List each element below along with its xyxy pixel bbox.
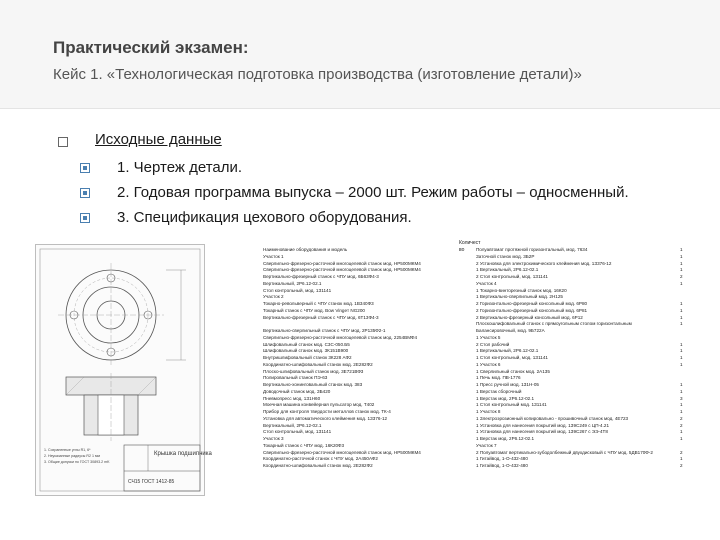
spec-cell: Сверлильно-фрезерно-расточной многоцелевой станок мод. 2254ВМФ4 [263, 334, 418, 340]
spec-cell [680, 369, 683, 376]
square-bullet-icon [80, 163, 90, 173]
spec-cell: Наименование оборудования и модель [263, 247, 348, 252]
spec-cell: 1 [680, 301, 683, 306]
spec-cell: Моечная машина конвейерная пульсатор мод. Т402 [263, 402, 375, 408]
spec-cell: Участок 1 [263, 253, 284, 259]
drawing-part-name: Крышка подшипника [154, 451, 212, 457]
square-bullet-icon [80, 188, 90, 198]
spec-cell: 1 Установка для нанесения покрытий мод. 1З9С267 с ЭЭ-4Т8 [476, 429, 608, 435]
spec-cell: Шлифовальный станок мод. 3К151В900 [263, 348, 349, 354]
spec-cell: 2 [680, 274, 683, 279]
spec-cell: 1 Вертикальный, 2Р6.12-02.1 [476, 267, 539, 273]
spec-cell [680, 328, 683, 335]
list-item [80, 209, 412, 226]
spec-cell: 3 [680, 395, 683, 401]
spec-cell: Участок 7 [476, 442, 497, 448]
spec-cell: Координатно-шлифовальный станок мод. 2Е282Ф2 [263, 361, 373, 367]
spec-cell: 1 Стол контрольный, мод. 1З1141 [476, 355, 548, 360]
drawing-material: СЧ15 ГОСТ 1412-85 [128, 479, 175, 485]
spec-cell: 1 Вертикальный, 2Р6.12-02.1 [476, 348, 539, 354]
list-item-text: 3. Спецификация цехового оборудования. [117, 209, 412, 226]
spec-cell: 1 Установка для нанесения покрытий мод. 1З9С249 с ЦП-4.21 [476, 422, 609, 428]
spec-cell: Участок 3 [263, 436, 284, 441]
spec-cell: 1 [680, 307, 683, 313]
spec-cell: 1 [680, 429, 683, 435]
spec-cell [680, 335, 683, 342]
spec-cell: 2 Полуавтомат вертикально-зубодолбежный двухдисковый с ЧПУ мод. 5ДВ170Ф-2 [476, 449, 653, 455]
spec-cell: Стол контрольный, мод. 1З1141 [263, 287, 332, 293]
spec-cell: Вертикально-хонинговальный станок мод. 383 [263, 382, 363, 387]
drawing-note: 3. Общие допуски по ГОСТ 30893.2 mK [44, 460, 110, 464]
spec-cell: Токарный станок с ЧПУ мод. Bow Vingeт NG200 [263, 307, 365, 313]
spec-cell: 1 Токарно-винторезный станок мод. 16К20 [476, 287, 567, 293]
part-drawing-svg [36, 245, 212, 495]
spec-cell: Сверлильно-фрезерно-расточной многоцелевой станок мод. HP500MКМ4 [263, 260, 421, 266]
list-item [80, 184, 629, 201]
spec-qty-column [680, 247, 683, 470]
spec-cell [680, 288, 683, 295]
spec-qty-header: Количество [459, 240, 481, 253]
spec-cell: Участок 2 [263, 294, 284, 300]
list-item-text: 1. Чертеж детали. [117, 159, 243, 176]
spec-cell: Вертикально-фрезерный станок с ЧПУ мод. 6Т13Ф4-3 [263, 314, 379, 320]
slide-title: Практический экзамен: [53, 38, 249, 57]
spec-cell: 1 [680, 402, 683, 408]
spec-cell: Внутришлифовальный станок 3К228 АФ2 [263, 355, 352, 360]
spec-cell: 1 [680, 314, 683, 320]
spec-cell: Вертикальный, 2Р6.12-02.1 [263, 422, 322, 428]
spec-cell: 1 Гитайвод, 1-О-432-480 [476, 463, 528, 468]
spec-cell: Координатно-расточной станок с ЧПУ мод. 2А450АФ2 [263, 456, 378, 462]
spec-cell: Координатно-шлифовальный станок мод. 2Е282Ф2 [263, 463, 373, 468]
spec-cell: Токарно-револьверный с ЧПУ станок мод. 1В340Ф3 [263, 301, 374, 306]
spec-cell: Вертикально-фрезерный станок с ЧПУ мод. 6Б63Ф4-3 [263, 274, 379, 279]
spec-cell: Полуавтомат протяжной горизонтальный, мод. 7634 [476, 247, 588, 252]
spec-cell [680, 294, 683, 301]
list-item [80, 159, 242, 176]
spec-cell: Пневмопресс мод. 1З1Н60 [263, 395, 321, 401]
spec-cell: 2 [680, 415, 683, 421]
spec-cell: Вертикальный, 2Р6.12-02.1 [263, 280, 322, 286]
spec-cell: 1 [680, 247, 683, 252]
spec-cell: Токарный станок с ЧПУ мод. 16К20Ф3 [263, 442, 345, 448]
spec-cell: 1 [680, 436, 683, 441]
spec-cell: Заточной станок мод. 3Б2Р [476, 253, 535, 259]
spec-cell: 1 Участок 8 [476, 409, 501, 414]
spec-cell: Сверлильно-фрезерно-расточной многоцелевой станок мод. HP500MКМ4 [263, 267, 421, 273]
spec-cell: 1 [680, 280, 683, 286]
spec-cell: 1 [680, 348, 683, 354]
spec-cell: 1 Участок 6 [476, 361, 501, 367]
spec-cell: 2 Горизонтально-фрезерный консольный мод. 6Р81 [476, 307, 588, 313]
spec-cell: 1 [680, 456, 683, 462]
drawing-note: 1. Сохраненные углы R1, 6* [44, 448, 91, 452]
spec-cell: 1 [680, 260, 683, 266]
spec-cell: Плоскошлифовальный станок с прямоугольным столом горизонтальным [476, 321, 632, 327]
spec-cell: 1 Вертикально-сверлильный мод. 2Н125 [476, 294, 563, 300]
spec-cell: 2 [680, 449, 683, 455]
spec-cell: 1 Участок 5 [476, 334, 501, 340]
spec-cell: 1 Стол контрольный мод. 1З1141 [476, 402, 547, 408]
spec-cell: Установка для автоматического клеймения мод. 1З376-12 [263, 415, 388, 421]
spec-cell: Полировальный станок ПЭ-63 [263, 375, 328, 381]
spec-cell: 2 Стол рабочий [476, 341, 510, 347]
spec-cell: Доводочный станок мод. ЗБ420 [263, 388, 331, 394]
spec-cell [680, 443, 683, 450]
spec-cell: 1 [680, 253, 683, 259]
spec-cell: 1 Верстак мод. 2Р6.12-02.1 [476, 395, 535, 401]
spec-cell: Вертикально-сверлильный станок с ЧПУ мод. 2Р135Ф2-1 [263, 328, 386, 333]
spec-cell: 1 [680, 267, 683, 273]
spec-cell: 2 Горизонтально-фрезерный консольный мод. 6Р80 [476, 301, 588, 306]
spec-cell: Сверлильно-фрезерно-расточной многоцелевой станок мод. HP500MКМ4 [263, 449, 421, 455]
spec-cell: 2 Установка для электрохимического клеймения мод. 1З376-12 [476, 260, 612, 266]
spec-cell: Шлифовальный станок мод. С3С-050.Б5 [263, 341, 350, 347]
spec-right-column [476, 247, 653, 470]
spec-left-column [263, 247, 421, 470]
slide-subtitle: Кейс 1. «Технологическая подготовка производства (изготовление детали)» [53, 66, 582, 83]
spec-cell: 2 [680, 463, 683, 468]
spec-cell: 1 [680, 361, 683, 367]
header-divider [0, 108, 720, 109]
list-item-text: 2. Годовая программа выпуска – 2000 шт. Режим работы – односменный. [117, 184, 629, 201]
spec-cell: 2 [680, 422, 683, 428]
spec-cell: 1 Гитайвод, 1-О-432-480 [476, 456, 528, 462]
spec-cell: 2 Вертикально-фрезерный консольный мод. 6Р12 [476, 314, 583, 320]
spec-cell: 1 [680, 341, 683, 347]
spec-cell: Плоско-шлифовальный станок мод. 3Е721ВФ3 [263, 368, 364, 374]
spec-cell: 1 [680, 355, 683, 360]
spec-cell: 1 [680, 382, 683, 387]
spec-cell: 1 Пресс ручной мод. 1З1Н-05 [476, 382, 539, 387]
content-heading: Исходные данные [95, 131, 222, 148]
spec-cell: Балансировочный, мод. 9Б722А [476, 328, 545, 333]
spec-cell: 1 Печь мод. ПВ-1776 [476, 375, 521, 381]
spec-cell: 1 Верстак мод. 2Р6.12-02.1 [476, 436, 535, 441]
part-drawing [35, 244, 212, 496]
spec-cell [680, 375, 683, 382]
spec-cell: 1 [680, 388, 683, 394]
drawing-note: 2. Неуказанные радиусы R2 1 мм [44, 454, 100, 458]
square-bullet-icon [58, 137, 68, 147]
spec-cell: Прибор для контроля твердости металлов станок мод. ТК-4 [263, 409, 391, 414]
spec-cell [263, 321, 421, 328]
spec-cell: 1 [680, 409, 683, 414]
spec-cell: 2 Стол контрольный, мод. 1З1141 [476, 274, 548, 279]
spec-cell: 1 Верстак сборочный [476, 388, 522, 394]
spec-cell: 1 [680, 321, 683, 327]
square-bullet-icon [80, 213, 90, 223]
spec-cell: Стол контрольный, мод. 1З1141 [263, 429, 332, 435]
spec-cell: 1 Сверлильный станок мод. 2А135 [476, 368, 550, 374]
spec-cell: 1 Злектроэрозионный копировально - прошивочный станок мод. 4Е723 [476, 415, 629, 421]
spec-cell: Участок 4 [476, 280, 497, 286]
